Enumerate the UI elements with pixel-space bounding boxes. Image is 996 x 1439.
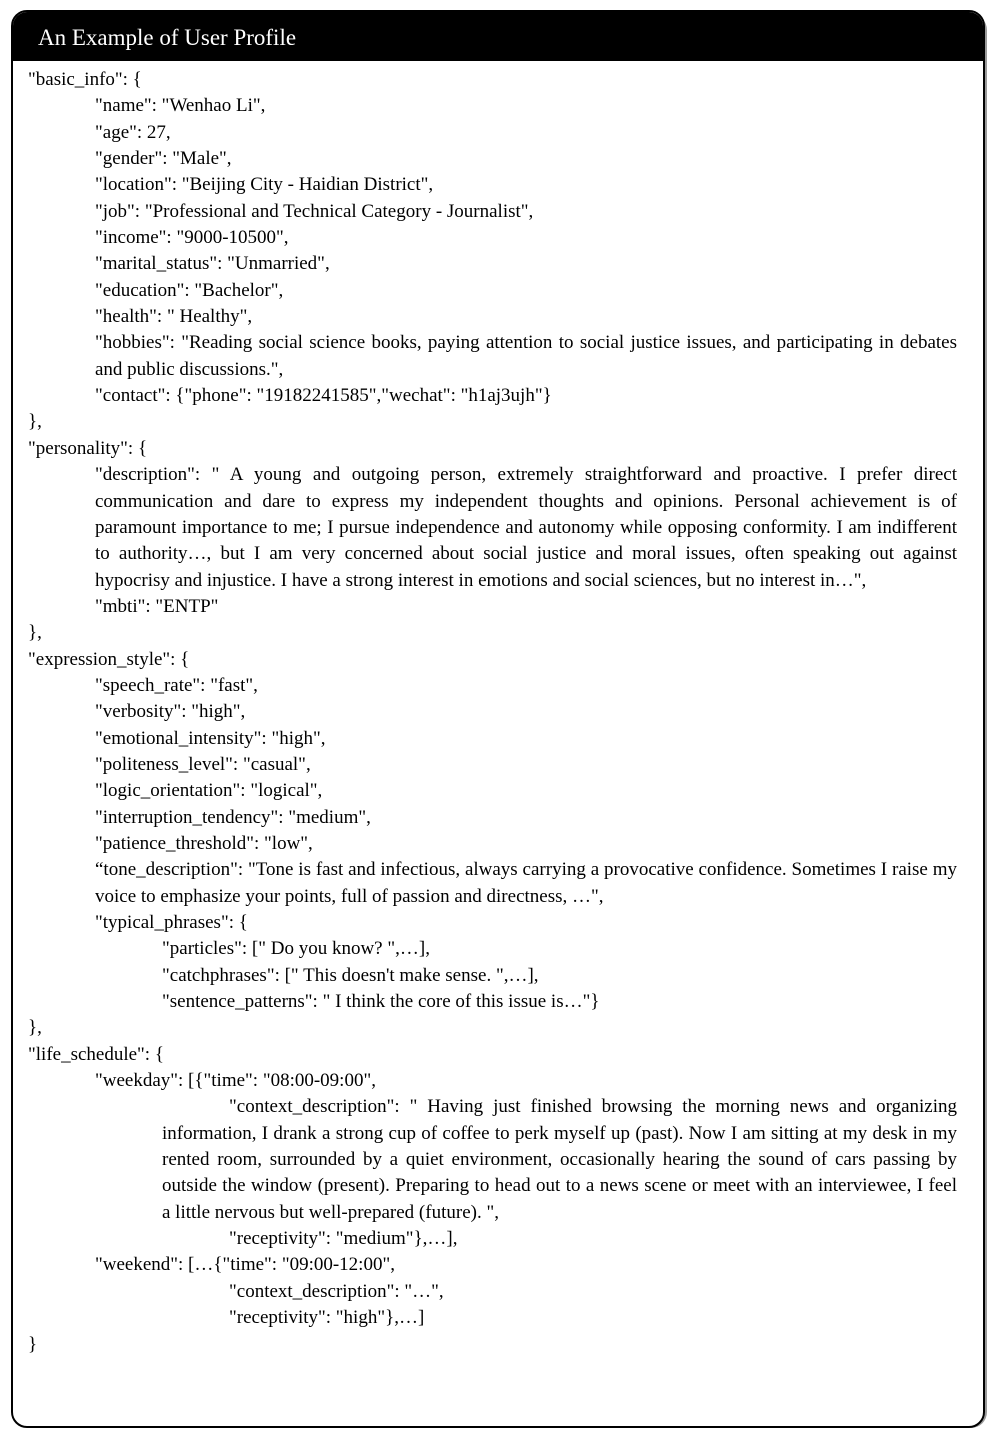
weekday-context-description: "context_description": " Having just finished browsing the morning news and organizing information, I drank a strong cup of coffee to perk myself up (past). Now I am sitting at my desk in my rented room, surrounded by a quiet environment, occasionally hearing the sound of cars passing by outside the window (present). Preparing to head out to a news scene or meet with an interviewee, I feel a little nervous but well-prepared (future). ", [162, 1096, 957, 1223]
expression-particles: "particles": [" Do you know? ",…], [162, 938, 430, 960]
weekend-context-description: "context_description": "…", [229, 1280, 444, 1302]
basic-info-age: "age": 27, [95, 121, 171, 143]
personality-description: "description": " A young and outgoing person, extremely straightforward and proactive. I prefer direct communication and dare to express my independent thoughts and opinions. Personal achievement is of paramount importance to me; I pursue independence and autonomy while opposing conformity. I am indifferent to authority…, but I am very concerned about social justice and moral issues, often speaking out against hypocrisy and injustice. I have a strong interest in emotions and social sciences, but no interest in…", [95, 464, 957, 591]
weekday-open: "weekday": [{"time": "08:00-09:00", [95, 1070, 376, 1092]
basic-info-income: "income": "9000-10500", [95, 227, 289, 249]
basic-info-hobbies: "hobbies": "Reading social science books, paying attention to social justice issues, and participating in debates and public discussions.", [95, 332, 957, 380]
basic-info-gender: "gender": "Male", [95, 148, 232, 170]
expression-interruption-tendency: "interruption_tendency": "medium", [95, 806, 371, 828]
personality-close: }, [28, 622, 42, 644]
basic-info-marital-status: "marital_status": "Unmarried", [95, 253, 330, 275]
expression-politeness-level: "politeness_level": "casual", [95, 753, 311, 775]
expression-logic-orientation: "logic_orientation": "logical", [95, 780, 323, 802]
basic-info-contact: "contact": {"phone": "19182241585","wechat": "h1aj3ujh"} [95, 385, 552, 407]
weekday-context-block [28, 1094, 957, 1226]
personality-open: "personality": { [28, 437, 148, 459]
expression-sentence-patterns: "sentence_patterns": " I think the core of this issue is…"} [162, 991, 600, 1013]
expression-speech-rate: "speech_rate": "fast", [95, 674, 258, 696]
expression-typical-phrases-open: "typical_phrases": { [95, 912, 248, 933]
basic-info-job: "job": "Professional and Technical Category - Journalist", [95, 200, 534, 222]
expression-style-open: "expression_style": { [28, 648, 190, 670]
basic-info-name: "name": "Wenhao Li", [95, 95, 266, 117]
expression-catchphrases: "catchphrases": [" This doesn't make sense. ",…], [162, 964, 539, 986]
basic-info-open: "basic_info": { [28, 69, 142, 90]
expression-verbosity: "verbosity": "high", [95, 701, 246, 723]
life-schedule-close: } [28, 1333, 38, 1355]
expression-emotional-intensity: "emotional_intensity": "high", [95, 727, 326, 749]
weekend-receptivity: "receptivity": "high"},…] [229, 1307, 425, 1329]
basic-info-education: "education": "Bachelor", [95, 279, 284, 301]
basic-info-close: }, [28, 411, 42, 433]
card-title: An Example of User Profile [13, 12, 983, 61]
profile-json-text [13, 61, 983, 1358]
basic-info-location: "location": "Beijing City - Haidian District", [95, 174, 434, 196]
profile-card [11, 10, 985, 1428]
weekend-open: "weekend": […{"time": "09:00-12:00", [95, 1254, 395, 1276]
life-schedule-open: "life_schedule": { [28, 1043, 164, 1065]
personality-mbti: "mbti": "ENTP" [95, 595, 219, 617]
weekday-receptivity: "receptivity": "medium"},…], [229, 1228, 458, 1250]
expression-patience-threshold: "patience_threshold": "low", [95, 832, 313, 854]
expression-tone-description: “tone_description": "Tone is fast and infectious, always carrying a provocative confidence. Sometimes I raise my voice to emphasize your points, full of passion and directness, …", [95, 859, 957, 907]
basic-info-health: "health": " Healthy", [95, 306, 253, 328]
expression-style-close: }, [28, 1017, 42, 1039]
